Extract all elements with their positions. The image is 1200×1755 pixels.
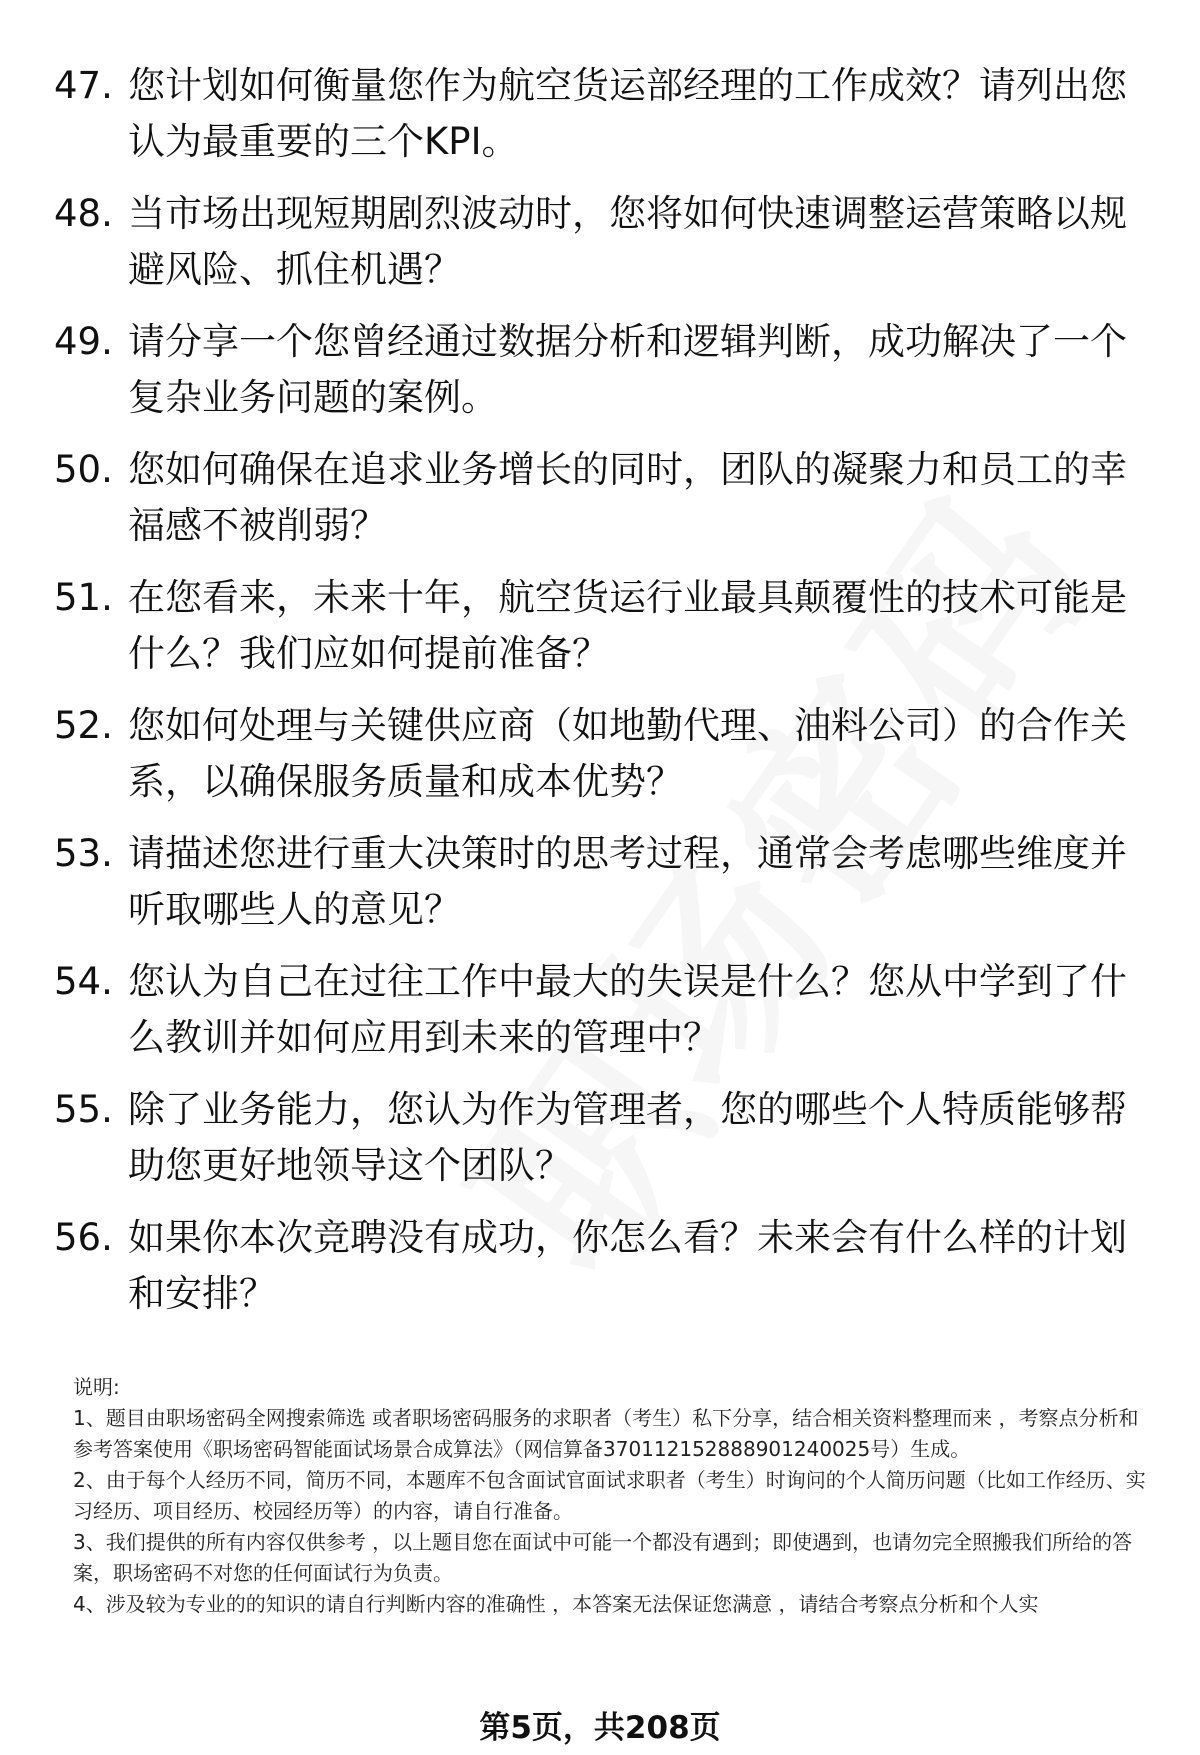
question-text: 您如何处理与关键供应商（如地勤代理、油料公司）的合作关系，以确保服务质量和成本优势？ xyxy=(128,704,1127,803)
page-number: 第5页，共208页 xyxy=(479,1710,721,1746)
question-text: 当市场出现短期剧烈波动时，您将如何快速调整运营策略以规避风险、抓住机遇？ xyxy=(128,192,1127,291)
question-number: 49. xyxy=(54,320,113,363)
question-number: 51. xyxy=(54,576,113,619)
note-item: 1、题目由职场密码全网搜索筛选 或者职场密码服务的求职者（考生）私下分享，结合相关资料整理而来 ，考察点分析和参考答案使用《职场密码智能面试场景合成算法》（网信算备370112152888901240025号）生成。 xyxy=(73,1406,1139,1461)
question-text: 在您看来，未来十年，航空货运行业最具颠覆性的技术可能是什么？我们应如何提前准备？ xyxy=(128,576,1127,675)
question-item xyxy=(54,826,1154,938)
note-item: 4、涉及较为专业的的知识的请自行判断内容的准确性 ，本答案无法保证您满意 ，请结合考察点分析和个人实 xyxy=(73,1592,1039,1616)
question-text: 您计划如何衡量您作为航空货运部经理的工作成效？请列出您认为最重要的三个KPI。 xyxy=(128,64,1127,163)
question-number: 48. xyxy=(54,192,113,235)
question-item xyxy=(54,698,1154,810)
notes-section xyxy=(73,1372,1153,1620)
question-list xyxy=(54,58,1154,1338)
question-item xyxy=(54,570,1154,682)
note-item: 3、我们提供的所有内容仅供参考 ，以上题目您在面试中可能一个都没有遇到；即使遇到，也请勿完全照搬我们所给的答案，职场密码不对您的任何面试行为负责。 xyxy=(73,1530,1133,1585)
question-number: 53. xyxy=(54,832,113,875)
question-item xyxy=(54,186,1154,298)
question-item xyxy=(54,314,1154,426)
question-item xyxy=(54,954,1154,1066)
notes-title: 说明: xyxy=(73,1375,120,1399)
question-item xyxy=(54,442,1154,554)
question-item xyxy=(54,1210,1154,1322)
question-number: 47. xyxy=(54,64,113,107)
question-text: 除了业务能力，您认为作为管理者，您的哪些个人特质能够帮助您更好地领导这个团队？ xyxy=(128,1088,1127,1187)
question-text: 您如何确保在追求业务增长的同时，团队的凝聚力和员工的幸福感不被削弱？ xyxy=(128,448,1127,547)
question-text: 您认为自己在过往工作中最大的失误是什么？您从中学到了什么教训并如何应用到未来的管理中？ xyxy=(128,960,1127,1059)
question-text: 请描述您进行重大决策时的思考过程，通常会考虑哪些维度并听取哪些人的意见？ xyxy=(128,832,1127,931)
question-number: 54. xyxy=(54,960,113,1003)
question-item xyxy=(54,1082,1154,1194)
question-item xyxy=(54,58,1154,170)
note-item: 2、由于每个人经历不同，简历不同，本题库不包含面试官面试求职者（考生）时询问的个人简历问题（比如工作经历、实习经历、项目经历、校园经历等）的内容，请自行准备。 xyxy=(73,1468,1146,1523)
question-text: 如果你本次竞聘没有成功，你怎么看？未来会有什么样的计划和安排？ xyxy=(128,1216,1127,1315)
question-number: 50. xyxy=(54,448,113,491)
question-text: 请分享一个您曾经通过数据分析和逻辑判断，成功解决了一个复杂业务问题的案例。 xyxy=(128,320,1127,419)
question-number: 52. xyxy=(54,704,113,747)
question-number: 56. xyxy=(54,1216,113,1259)
question-number: 55. xyxy=(54,1088,113,1131)
